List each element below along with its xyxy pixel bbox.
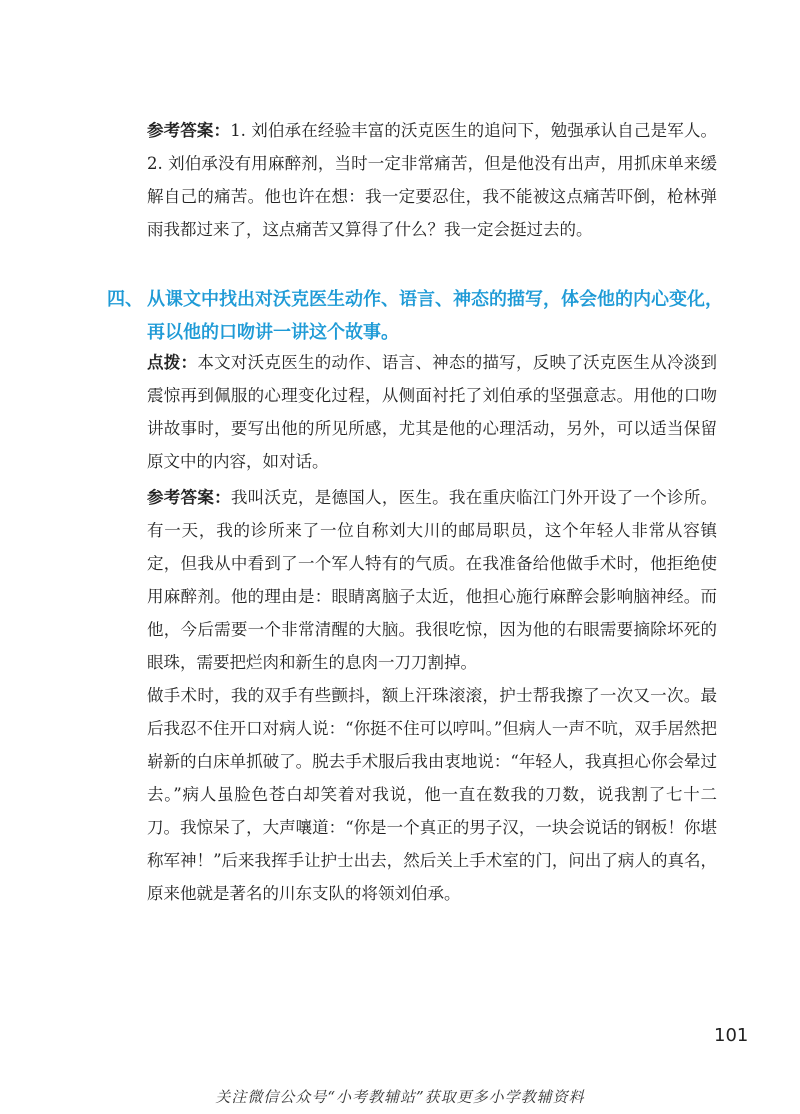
hint-label: 点拨： <box>147 353 198 372</box>
answer-1-text: 1. 刘伯承在经验丰富的沃克医生的追问下，勉强承认自己是军人。2. 刘伯承没有用麻醉剂，当时一定非常痛苦，但是他没有出声，用抓床单来缓解自己的痛苦。他也许在想：我一定要忍住，我不能被这点痛苦吓倒，枪林弹雨我都过来了，这点痛苦又算得了什么？我一定会挺过去的。 <box>147 121 717 239</box>
question-4-line1: 从课文中找出对沃克医生动作、语言、神态的描写，体会他的内心变化， <box>147 289 723 310</box>
hint-text: 本文对沃克医生的动作、语言、神态的描写，反映了沃克医生从冷淡到震惊再到佩服的心理变化过程，从侧面衬托了刘伯承的坚强意志。用他的口吻讲故事时，要写出他的所见所感，尤其是他的心理活动，另外，可以适当保留原文中的内容，如对话。 <box>147 353 718 471</box>
footer-note: 关注微信公众号“小考教辅站”获取更多小学教辅资料 <box>215 1088 585 1106</box>
answer-2-text: 我叫沃克，是德国人，医生。我在重庆临江门外开设了一个诊所。有一天，我的诊所来了一位自称刘大川的邮局职员，这个年轻人非常从容镇定，但我从中看到了一个军人特有的气质。在我准备给他做手术时，他拒绝使用麻醉剂。他的理由是：眼睛离脑子太近，他担心施行麻醉会影响脑神经。而他，今后需要一个非常清醒的大脑。我很吃惊，因为他的右眼需要摘除坏死的眼珠，需要把烂肉和新生的息肉一刀刀割掉。 <box>147 488 718 672</box>
answer-1-label: 参考答案： <box>147 121 231 140</box>
answer-2-paragraph-2: 做手术时，我的双手有些颤抖，额上汗珠滚滚，护士帮我擦了一次又一次。最后我忍不住开口对病人说：“你挺不住可以哼叫。”但病人一声不吭，双手居然把崭新的白床单抓破了。脱去手术服后我由衷地说：“年轻人，我真担心你会晕过去。”病人虽脸色苍白却笑着对我说，他一直在数我的刀数，说我割了七十二刀。我惊呆了，大声嚷道：“你是一个真正的男子汉，一块会说话的钢板！你堪称军神！”后来我挥手让护士出去，然后关上手术室的门，问出了病人的真名，原来他就是著名的川东支队的将领刘伯承。 <box>147 686 717 903</box>
answer-2-label: 参考答案： <box>147 488 231 507</box>
question-4-heading <box>107 283 727 349</box>
question-4-line2: 再以他的口吻讲一讲这个故事。 <box>147 322 399 343</box>
hint-block <box>147 346 717 478</box>
page-number: 101 <box>714 1025 749 1046</box>
answer-2-block <box>147 481 717 910</box>
answer-1-block <box>147 114 717 246</box>
question-4-number: 四、 <box>107 289 143 310</box>
